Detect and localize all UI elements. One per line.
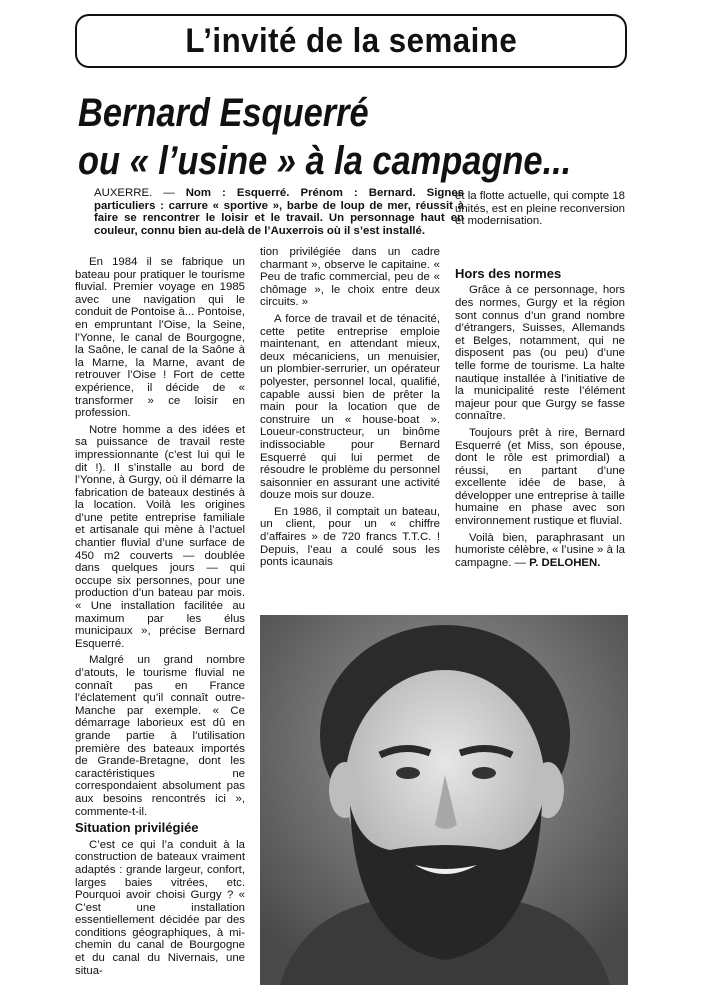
article-lead — [94, 187, 464, 237]
subheading: Situation privilégiée — [75, 820, 199, 836]
paragraph — [455, 532, 625, 570]
closing-text: Voilà bien, paraphrasant un humoriste célèbre, « l’usine » à la campagne. — — [455, 531, 625, 569]
subheading: Hors des normes — [455, 265, 562, 281]
column-3 — [455, 190, 625, 573]
rubric-title: L’invité de la semaine — [185, 21, 517, 60]
paragraph: En 1984 il se fabrique un bateau pour pratiquer le tourisme fluvial. Premier voyage en 1985 avec une navigation qui le conduit de Pontoise à... Pontoise, en empruntant l’Oise, la Seine, l’Yonne, le canal de Bourgogne, la Saône, le canal de la Saône à la Marne, la Marne, avant de retrouver l’Oise ! Fort de cette expérience, il décide de « transformer » ce loisir en profession. — [75, 256, 245, 420]
paragraph: En 1986, il comptait un bateau, un client, pour un « chiffre d’affaires » de 720 francs T.T.C. ! Depuis, l’eau a coulé sous les ponts icaunais — [260, 505, 440, 569]
paragraph: Grâce à ce personnage, hors des normes, Gurgy et la région sont connus d’un grand nombre d’étrangers, Suisses, Allemands et Belges, notamment, qui ne disposent pas (ou peu) d’une telle forme de tourisme. La halte nautique installée à l’initiative de la municipalité reste l’élément majeur pour que Gurgy se fasse connaître. — [455, 284, 625, 423]
paragraph: C’est ce qui l’a conduit à la construction de bateaux vraiment adaptés : grande largeur, confort, larges baies vitrées, etc. Pourquoi avoir choisi Gurgy ? « C’est une installation essentiellement décidée par des conditions géographiques, à mi-chemin du canal de Bourgogne et du canal du Nivernais, une situa- — [75, 838, 245, 977]
paragraph: Toujours prêt à rire, Bernard Esquerré (et Miss, son épouse, dont le rôle est primordial) a réussi, en partant d’une excellente idée de base, à développer une entreprise à taille humaine en phase avec son environnement rustique et fluvial. — [455, 426, 625, 528]
lead-text: Nom : Esquerré. Prénom : Bernard. Signes particuliers : carrure « sportive », barbe de loup de mer, réussit à faire se rencontrer le loisir et le travail. Un personnage haut en couleur, connu bien au-delà de l’Auxerrois où il s’est installé. — [94, 187, 464, 237]
headline-line-2: ou « l’usine » à la campagne... — [78, 139, 572, 183]
portrait-photo — [260, 615, 628, 985]
rubric-box — [75, 14, 627, 68]
dateline: AUXERRE. — — [94, 187, 186, 199]
column-1 — [75, 256, 245, 981]
paragraph: et la flotte actuelle, qui compte 18 unités, est en pleine reconversion et modernisation. — [455, 190, 625, 228]
paragraph: A force de travail et de ténacité, cette petite entreprise emploie maintenant, en attendant mieux, deux mécaniciens, un menuisier, un plombier-serrurier, un opérateur polyester, personnel local, qualifié, capable aussi bien de prêter la main pour la location que de construire un « house-boat ». Loueur-constructeur, un binôme indissociable pour Bernard Esquerré qui lui permet de résoudre le problème du personnel saisonnier en assurant une activité douze mois sur douze. — [260, 312, 440, 502]
paragraph: Malgré un grand nombre d’atouts, le tourisme fluvial ne connaît pas en France l’éclatement qu’il connaît outre-Manche par exemple. « Ce démarrage laborieux est dû en grande partie à l’utilisation première des bateaux importés de Grande-Bretagne, dont les caractéristiques ne correspondaient absolument pas aux besoins rencontrés ici », commente-t-il. — [75, 654, 245, 818]
author-signature: P. DELOHEN. — [529, 556, 601, 569]
portrait-illustration — [260, 615, 628, 985]
column-2 — [260, 246, 440, 573]
paragraph: Notre homme a des idées et sa puissance de travail reste impressionnante (c’est lui qui le dit !). Il s’installe au bord de l’Yonne, à Gurgy, où il démarre la fabrication de bateaux destinés à la location. Voilà les origines d’une petite entreprise familiale et artisanale qui mène à l’actuel chantier fluvial d’une surface de 450 m2 couverts — doublée dans quelques jours — qui occupe six personnes, pour une production d’un bateau par mois. « Une installation facilitée au maximum par les élus municipaux », précise Bernard Esquerré. — [75, 423, 245, 650]
paragraph: tion privilégiée dans un cadre charmant », observe le capitaine. « Peu de trafic commercial, peu de « chômage », le choix entre deux circuits. » — [260, 246, 440, 309]
headline-line-1: Bernard Esquerré — [78, 91, 369, 135]
